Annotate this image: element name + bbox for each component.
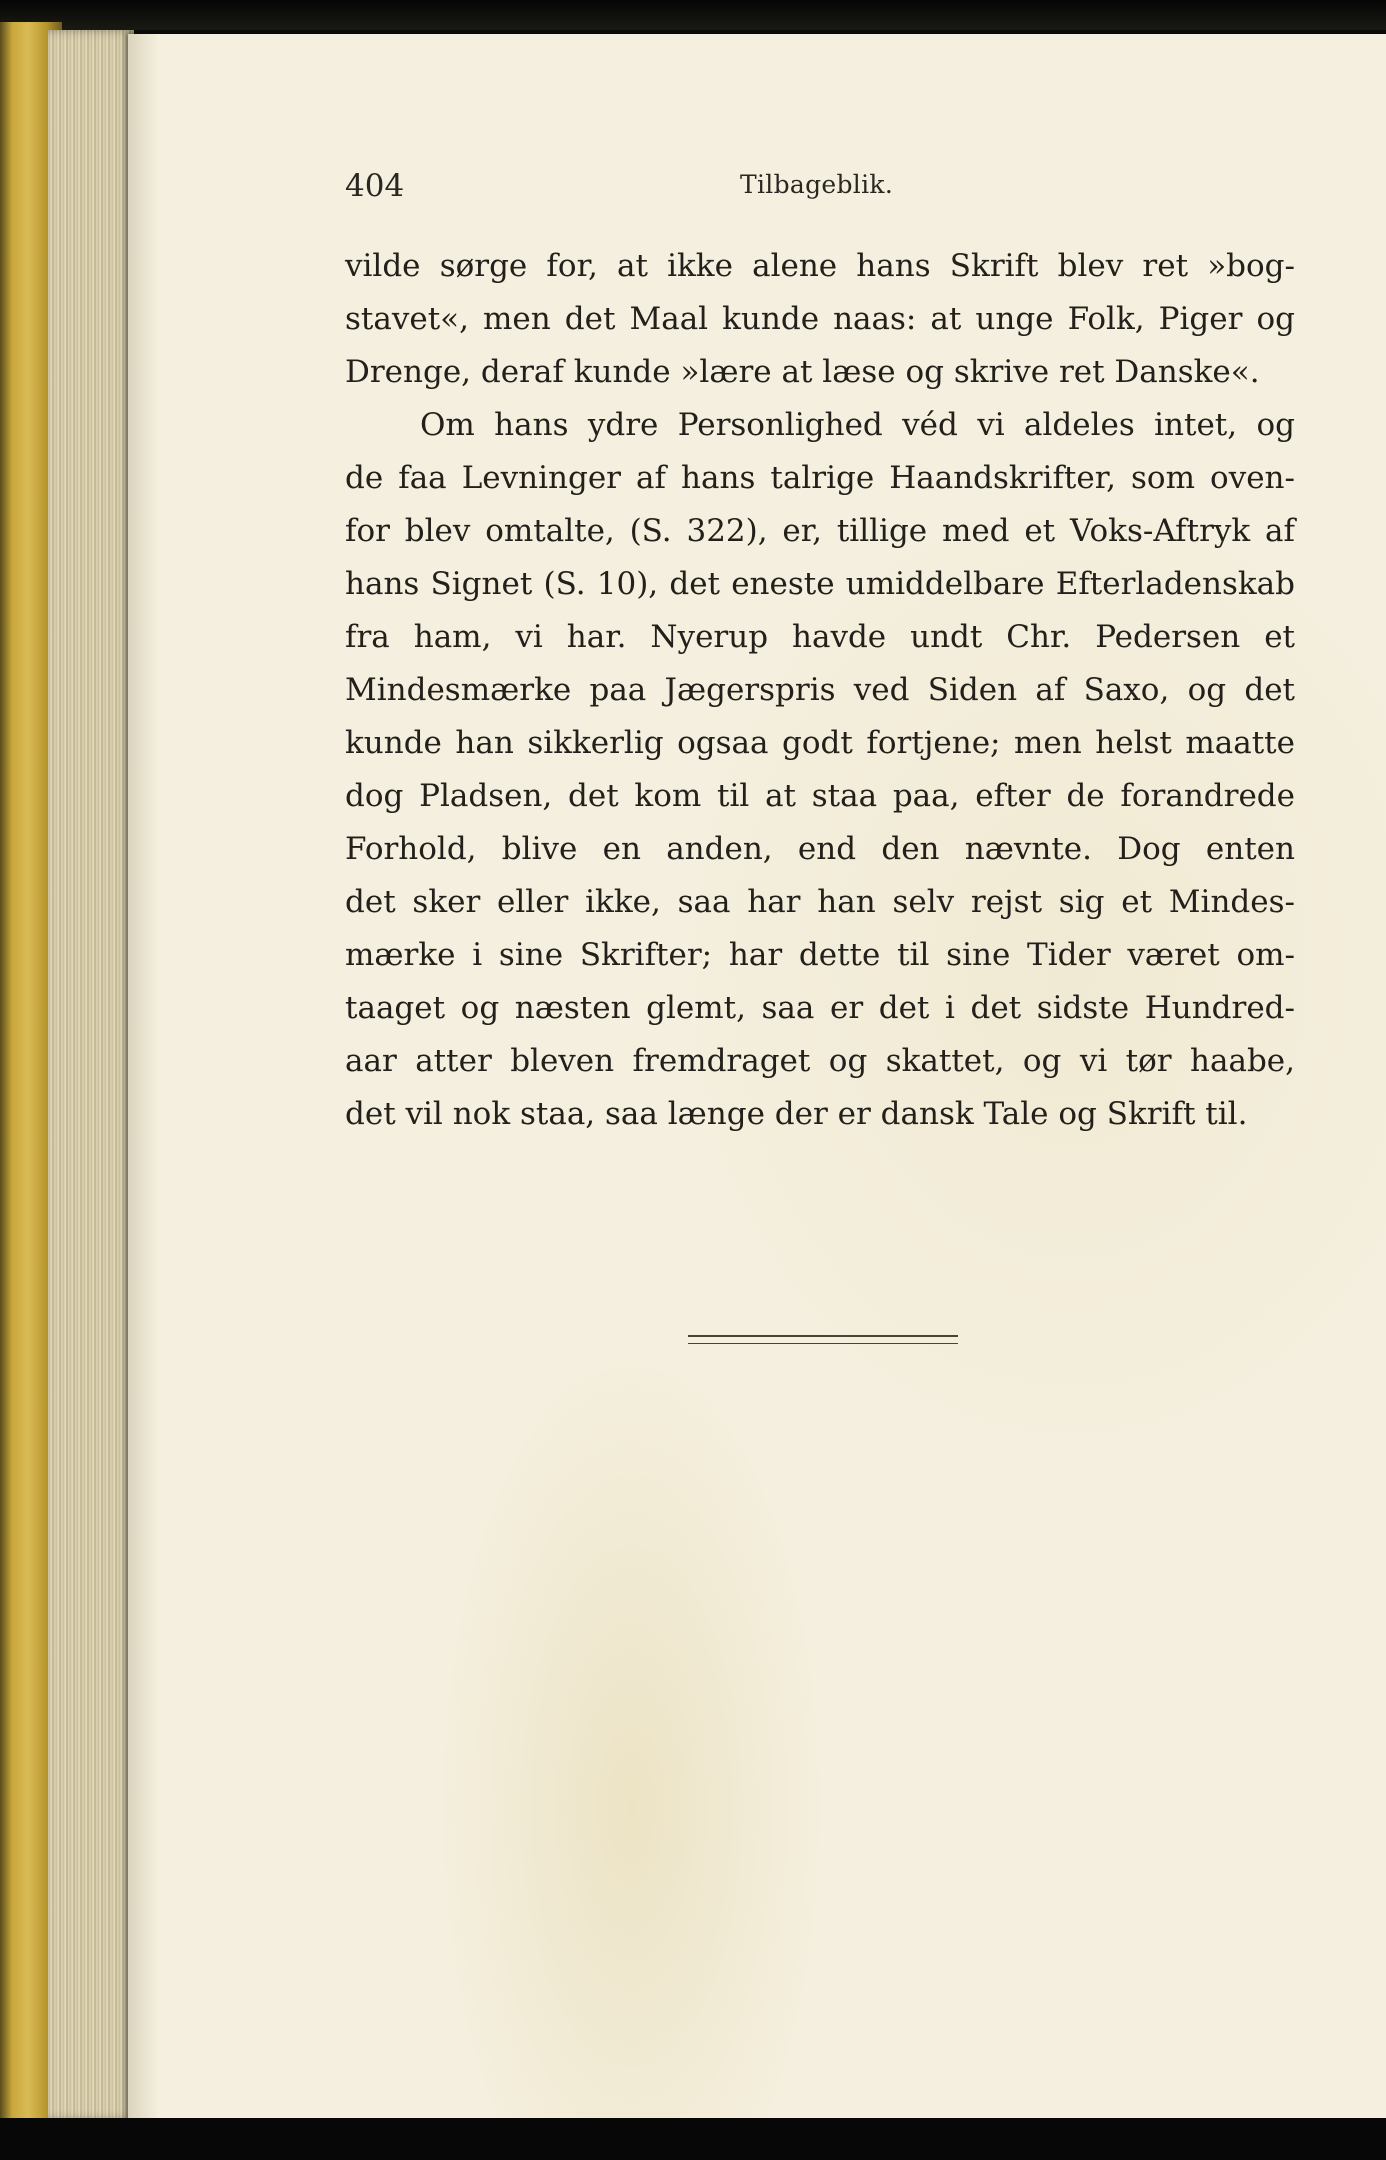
text-line: mærke i sine Skrifter; har dette til sine Tider været om- [345,937,1295,973]
running-head: Tilbageblik. [740,170,894,199]
text-line: for blev omtalte, (S. 322), er, tillige med et Voks-Aftryk af [345,513,1295,549]
body-text [345,240,1295,1141]
text-line: det vil nok staa, saa længe der er dansk Tale og Skrift til. [345,1096,1248,1132]
text-line: taaget og næsten glemt, saa er det i det sidste Hundred- [345,990,1295,1026]
text-line: fra ham, vi har. Nyerup havde undt Chr. Pedersen et [345,619,1295,655]
text-line: stavet«, men det Maal kunde naas: at unge Folk, Piger og [345,301,1295,337]
page-number: 404 [345,168,405,204]
text-line: vilde sørge for, at ikke alene hans Skrift blev ret »bog- [345,248,1295,284]
text-line: aar atter bleven fremdraget og skattet, og vi tør haabe, [345,1043,1295,1079]
text-line: de faa Levninger af hans talrige Haandskrifter, som oven- [345,460,1295,496]
page-stack-edge [48,30,134,2120]
text-line: det sker eller ikke, saa har han selv rejst sig et Mindes- [345,884,1295,920]
page-header [345,168,1295,212]
text-line: Om hans ydre Personlighed véd vi aldeles intet, og [420,407,1295,443]
top-shadow [0,0,1386,30]
bottom-shadow [0,2118,1386,2160]
text-line: kunde han sikkerlig ogsaa godt fortjene; men helst maatte [345,725,1295,761]
text-line: Drenge, deraf kunde »lære at læse og skrive ret Danske«. [345,354,1260,390]
text-line: Forhold, blive en anden, end den nævnte. Dog enten [345,831,1295,867]
end-rule [688,1335,958,1344]
text-line: Mindesmærke paa Jægerspris ved Siden af Saxo, og det [345,672,1295,708]
text-line: hans Signet (S. 10), det eneste umiddelbare Efterladenskab [345,566,1295,602]
text-line: dog Pladsen, det kom til at staa paa, efter de forandrede [345,778,1295,814]
